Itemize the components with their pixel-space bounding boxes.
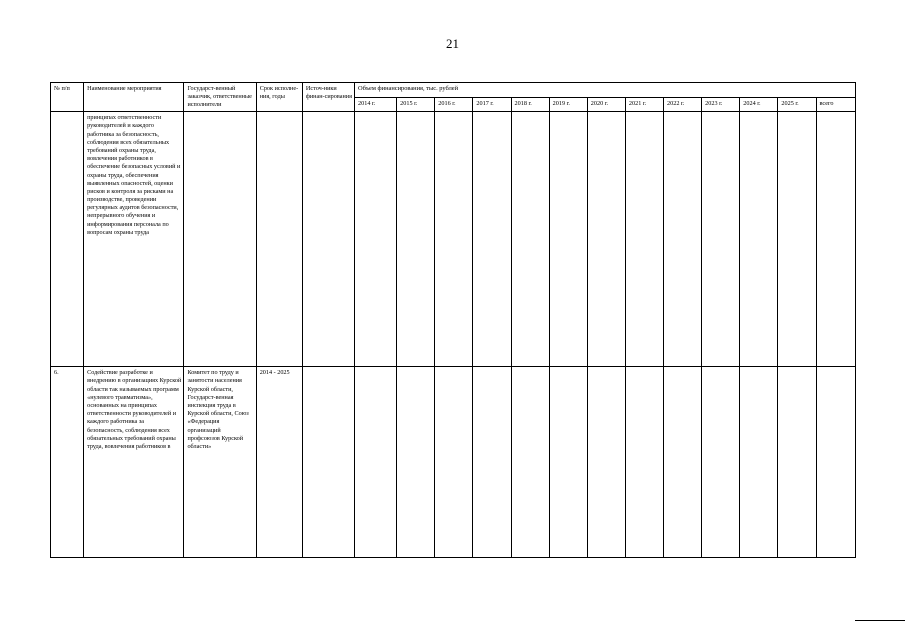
header-col-name: Наименование мероприятия [84, 83, 184, 112]
header-year-2018: 2018 г. [511, 97, 549, 111]
header-year-2019: 2019 г. [549, 97, 587, 111]
row-term [256, 112, 302, 367]
header-year-2015: 2015 г. [397, 97, 435, 111]
row-source [302, 367, 354, 558]
row-value-2025 [778, 112, 816, 367]
row-value-2020 [587, 112, 625, 367]
header-col-source: Источ-ники финан-сирования [302, 83, 354, 112]
row-executor [184, 112, 256, 367]
row-value-total [816, 112, 855, 367]
header-year-2024: 2024 г. [740, 97, 778, 111]
row-value-2017 [473, 367, 511, 558]
row-value-2019 [549, 112, 587, 367]
header-col-term: Срок исполне-ния, годы [256, 83, 302, 112]
row-value-2024 [740, 367, 778, 558]
row-value-2023 [702, 367, 740, 558]
row-value-2023 [702, 112, 740, 367]
header-year-2023: 2023 г. [702, 97, 740, 111]
table-header-row-1 [51, 83, 856, 98]
header-col-num: № п/п [51, 83, 84, 112]
row-value-2018 [511, 367, 549, 558]
header-year-2020: 2020 г. [587, 97, 625, 111]
row-executor: Комитет по труду и занятости населения Курской области, Государст-венная инспекция труда в Курской области, Союз «Федерация организаций профсоюзов Курской области» [184, 367, 256, 558]
row-name: принципах ответственности руководителей и каждого работника за безопасность, соблюдения всех обязательных требований охраны труда, вовлечения работников в обеспечение безопасных условий и охраны труда, обеспечения выявленных опасностей, оценки рисков и контроля за рисками на производстве, проведении регулярных аудитов безопасности, непрерывного обучения и информирования персонала по вопросам охраны труда [84, 112, 184, 367]
row-value-2024 [740, 112, 778, 367]
page-bottom-rule [855, 620, 905, 621]
row-value-2018 [511, 112, 549, 367]
header-year-2014: 2014 г. [355, 97, 397, 111]
row-value-2019 [549, 367, 587, 558]
row-value-2014 [355, 112, 397, 367]
row-value-2015 [397, 112, 435, 367]
row-num [51, 112, 84, 367]
row-value-total [816, 367, 855, 558]
row-value-2022 [664, 112, 702, 367]
table-row [51, 367, 856, 558]
row-value-2025 [778, 367, 816, 558]
page-number: 21 [446, 36, 459, 51]
row-value-2020 [587, 367, 625, 558]
row-term: 2014 - 2025 [256, 367, 302, 558]
table-row [51, 112, 856, 367]
row-num: 6. [51, 367, 84, 558]
row-name: Содействие разработке и внедрению в организациях Курской области так называемых программ «нулевого травматизма», основанных на принципах ответственности руководителей и каждого работника за безопасность, соблюдения всех обязательных требований охраны труда, вовлечения работников в [84, 367, 184, 558]
row-value-2016 [435, 112, 473, 367]
header-col-finance: Объем финансирования, тыс. рублей [355, 83, 856, 98]
header-year-total: всего [816, 97, 855, 111]
row-source [302, 112, 354, 367]
header-col-executor: Государст-венный заказчик, ответственные исполнители [184, 83, 256, 112]
header-year-2022: 2022 г. [664, 97, 702, 111]
row-value-2021 [625, 367, 663, 558]
measures-table-container [50, 82, 856, 558]
row-value-2021 [625, 112, 663, 367]
row-value-2022 [664, 367, 702, 558]
measures-table [50, 82, 856, 558]
header-year-2021: 2021 г. [625, 97, 663, 111]
row-value-2015 [397, 367, 435, 558]
header-year-2016: 2016 г. [435, 97, 473, 111]
row-value-2017 [473, 112, 511, 367]
row-value-2014 [355, 367, 397, 558]
header-year-2025: 2025 г. [778, 97, 816, 111]
header-year-2017: 2017 г. [473, 97, 511, 111]
row-value-2016 [435, 367, 473, 558]
